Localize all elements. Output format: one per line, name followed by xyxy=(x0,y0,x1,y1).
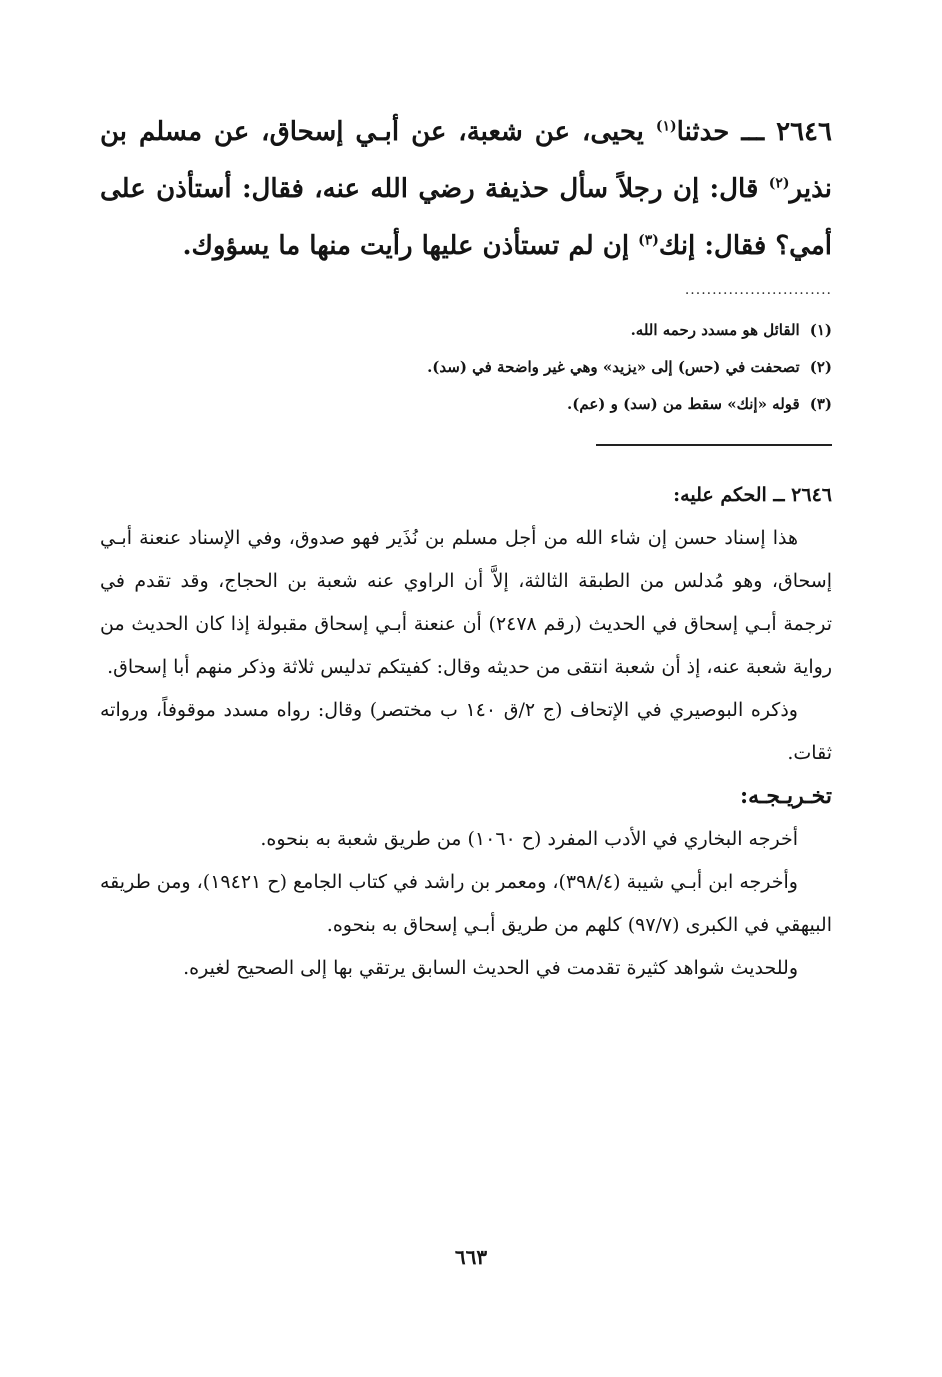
footnote-text: تصحفت في (حس) إلى «يزيد» وهي غير واضحة في (سد). xyxy=(427,358,800,376)
footnote-ref-3: (٣) xyxy=(638,232,659,249)
footnote-number: (١) xyxy=(809,321,832,339)
hadith-part-3: إن لم تستأذن عليها رأيت منها ما يسؤوك. xyxy=(182,231,630,261)
footnote-ref-2: (٢) xyxy=(768,175,790,192)
hadith-text xyxy=(100,104,832,275)
section-divider xyxy=(596,444,832,446)
footnote-text: قوله «إنك» سقط من (سد) و (عم). xyxy=(567,395,800,413)
ruling-paragraph: وذكره البوصيري في الإتحاف (ج ٢/ق ١٤٠ ب مختصر) وقال: رواه مسدد موقوفاً، ورواته ثقات. xyxy=(100,699,832,764)
hadith-number: ٢٦٤٦ xyxy=(776,117,832,147)
ruling-heading: ٢٦٤٦ ــ الحكم عليه: xyxy=(673,484,832,506)
hadith-part-2: قال: إن رجلاً سأل حذيفة رضي الله عنه، فقال: أستأذن على أمي؟ فقال: إنك xyxy=(100,174,832,261)
footnote-separator: ........................... xyxy=(684,282,832,298)
footnote-number: (٢) xyxy=(809,358,832,376)
takhrij-paragraph: وأخرجه ابن أبـي شيبة (٣٩٨/٤)، ومعمر بن راشد في كتاب الجامع (ح ١٩٤٢١)، ومن طريقه البيهقي في الكبرى (٩٧/٧) كلهم من طريق أبـي إسحاق به بنحوه. xyxy=(100,871,832,936)
footnote xyxy=(100,349,832,386)
footnote xyxy=(100,312,832,349)
footnote-number: (٣) xyxy=(809,395,832,413)
hadith-part-1: يحيى، عن شعبة، عن أبـي إسحاق، عن مسلم بن نذير xyxy=(100,117,832,204)
footnote-ref-1: (١) xyxy=(655,118,677,135)
takhrij-heading: تخـريـجـه: xyxy=(739,783,832,809)
ruling-paragraph: هذا إسناد حسن إن شاء الله من أجل مسلم بن نُذَير فهو صدوق، وفي الإسناد عنعنة أبـي إسحاق، وهو مُدلس من الطبقة الثالثة، إلاَّ أن الراوي عنه شعبة بن الحجاج، وقد تقدم في ترجمة أبـي إسحاق في الحديث (رقم ٢٤٧٨) أن عنعنة أبـي إسحاق مقبولة إذا كان الحديث من رواية شعبة عنه، إذ أن شعبة انتقى من حديثه وقال: كفيتكم تدليس ثلاثة وذكر منهم أبا إسحاق. xyxy=(100,527,833,678)
hadith-dash: ـــ xyxy=(741,117,765,147)
page-number: ٦٦٣ xyxy=(454,1245,488,1269)
footnote xyxy=(100,386,832,423)
footnote-text: القائل هو مسدد رحمه الله. xyxy=(630,321,800,339)
ruling-section xyxy=(100,474,832,990)
takhrij-paragraph: وللحديث شواهد كثيرة تقدمت في الحديث السابق يرتقي بها إلى الصحيح لغيره. xyxy=(183,957,798,979)
footnotes xyxy=(100,312,832,423)
hadith-intro: حدثنا xyxy=(676,117,730,147)
takhrij-paragraph: أخرجه البخاري في الأدب المفرد (ح ١٠٦٠) من طريق شعبة به بنحوه. xyxy=(260,828,798,850)
